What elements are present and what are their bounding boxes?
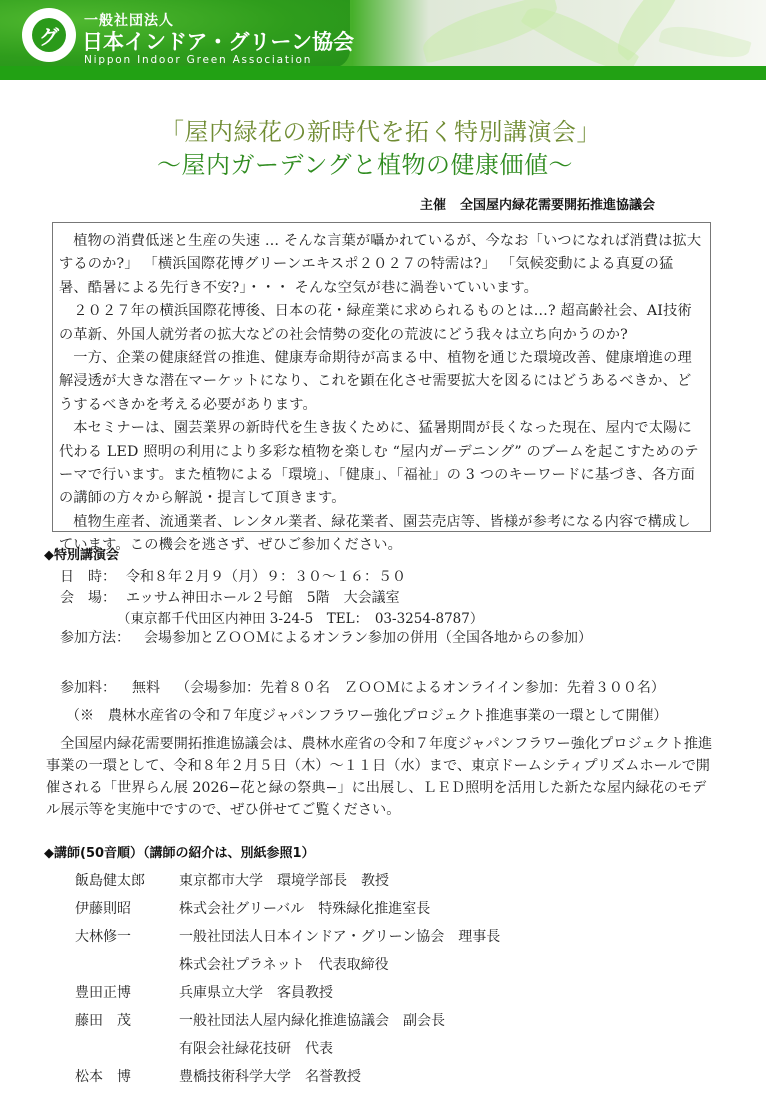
venue-value: エッサム神田ホール２号館 5階 大会議室: [126, 590, 400, 606]
speaker-name: 豊田正博: [75, 985, 131, 1001]
org-name: 日本インドア・グリーン協会: [82, 30, 354, 54]
speaker-row: [75, 1038, 333, 1058]
event-method-row: [60, 627, 592, 647]
speaker-row: [75, 898, 430, 918]
speaker-name: 大林修一: [75, 929, 131, 945]
event-venue-row: [60, 587, 400, 607]
intro-paragraph: 植物生産者、流通業者、レンタル業者、緑花業者、園芸売店等、皆様が参考になる内容で構成しています。この機会を逃さず、ぜひご参加ください。: [59, 513, 691, 554]
intro-paragraph: 本セミナーは、園芸業界の新時代を生き抜くために、猛暑期間が長くなった現在、屋内で太陽に代わる LED 照明の利用により多彩な植物を楽しむ “屋内ガーデニング” のブームを起こすためのテーマで行います。また植物による「環境」、「健康」、「福祉」の 3 つのキーワードに基づき、各方面の講師の方々から解説・提言して頂きます。: [59, 420, 699, 507]
organizer-label: 主催: [420, 198, 447, 213]
organizer: [420, 194, 655, 213]
speaker-affiliation: 東京都市大学 環境学部長 教授: [179, 873, 389, 889]
speaker-row: [75, 1010, 445, 1030]
event-fee-row: [60, 677, 665, 697]
speakers-heading: ◆講師(50音順）（講師の紹介は、別紙参照1）: [44, 846, 315, 861]
header-bottom-bar: [0, 66, 766, 80]
speaker-affiliation: 一般社団法人日本インドア・グリーン協会 理事長: [179, 929, 501, 945]
speaker-affiliation: 兵庫県立大学 客員教授: [179, 985, 333, 1001]
speaker-affiliation: 豊橋技術科学大学 名誉教授: [179, 1069, 361, 1085]
method-value: 会場参加とＺＯＯＭによるオンラン参加の併用（全国各地からの参加）: [144, 630, 592, 646]
venue-label: 会 場：: [60, 590, 116, 606]
speaker-row: [75, 982, 333, 1002]
exhibit-paragraph-block: [46, 733, 718, 821]
event-date-row: [60, 566, 406, 586]
exhibit-paragraph: 全国屋内緑花需要開拓推進協議会は、農林水産省の令和７年度ジャパンフラワー強化プロジェクト推進事業の一環として、令和８年２月５日（木）〜１１日（水）まで、東京ドームシティプリズムホールで開催される「世界らん展 2026−花と緑の祭典−」に出展し、ＬＥＤ照明を活用した新たな屋内緑花のモデル展示等を実施中ですので、ぜひ併せてご覧ください。: [46, 736, 713, 818]
speaker-affiliation: 株式会社プラネット 代表取締役: [179, 957, 389, 973]
speaker-name: 松本 博: [75, 1069, 131, 1085]
event-heading: ◆特別講演会: [44, 548, 119, 563]
header-banner: [0, 0, 766, 80]
speaker-affiliation: 株式会社グリーバル 特殊緑化推進室長: [179, 901, 431, 917]
association-logo: [22, 8, 76, 62]
method-label: 参加方法：: [60, 630, 130, 646]
fee-value: 無料: [132, 680, 160, 696]
speaker-row: [75, 870, 389, 890]
speaker-name: 藤田 茂: [75, 1013, 131, 1029]
intro-paragraph: ２０２７年の横浜国際花博後、日本の花・緑産業に求められるものとは…? 超高齢社会、AI技術の革新、外国人就労者の拡大などの社会情勢の変化の荒波にどう我々は立ち向かうのか?: [59, 303, 692, 343]
org-name-en: Nippon Indoor Green Association: [84, 54, 313, 66]
logo-emblem-icon: グ: [32, 18, 66, 52]
speaker-row: [75, 1066, 361, 1086]
page-title: 「屋内緑花の新時代を拓く特別講演会」: [160, 118, 601, 146]
event-note: （※ 農林水産省の令和７年度ジャパンフラワー強化プロジェクト推進事業の一環として開催）: [66, 708, 668, 724]
speaker-row: [75, 926, 500, 946]
fee-label: 参加料：: [60, 680, 116, 696]
fee-detail: （会場参加：先着８０名 ＺＯＯＭによるオンライイン参加：先着３００名）: [176, 680, 665, 696]
date-value: 令和８年２月９（月）９：３０〜１６：５０: [126, 569, 406, 585]
date-label: 日 時：: [60, 569, 116, 585]
speaker-affiliation: 有限会社緑花技研 代表: [179, 1041, 333, 1057]
venue-address: （東京都千代田区内神田 3-24-5 TEL： 03-3254-8787）: [117, 611, 484, 627]
organizer-name: 全国屋内緑花需要開拓推進協議会: [460, 198, 656, 213]
speaker-affiliation: 一般社団法人屋内緑化推進協議会 副会長: [179, 1013, 445, 1029]
intro-box: [52, 222, 711, 554]
intro-paragraph: 植物の消費低迷と生産の失速 … そんな言葉が囁かれているが、今なお「いつになれば消費は拡大するのか?」 「横浜国際花博グリーンエキスポ２０２７の特需は?」 「気候変動による真夏の猛暑、酷暑による先行き不安?」・・・ そんな空気が巷に渦巻いていいます。: [59, 233, 702, 296]
speaker-row: [75, 954, 389, 974]
intro-paragraph: 一方、企業の健康経営の推進、健康寿命期待が高まる中、植物を通じた環境改善、健康増進の理解浸透が大きな潜在マーケットになり、これを顕在化させ需要拡大を図るにはどうあるべきか、どうするべきかを考える必要があります。: [59, 350, 692, 413]
speaker-name: 伊藤則昭: [75, 901, 131, 917]
page-subtitle: 〜屋内ガーデングと植物の健康価値〜: [157, 151, 574, 179]
speaker-name: 飯島健太郎: [75, 873, 145, 889]
leaf-decoration: [658, 19, 751, 65]
org-type: 一般社団法人: [84, 13, 174, 29]
